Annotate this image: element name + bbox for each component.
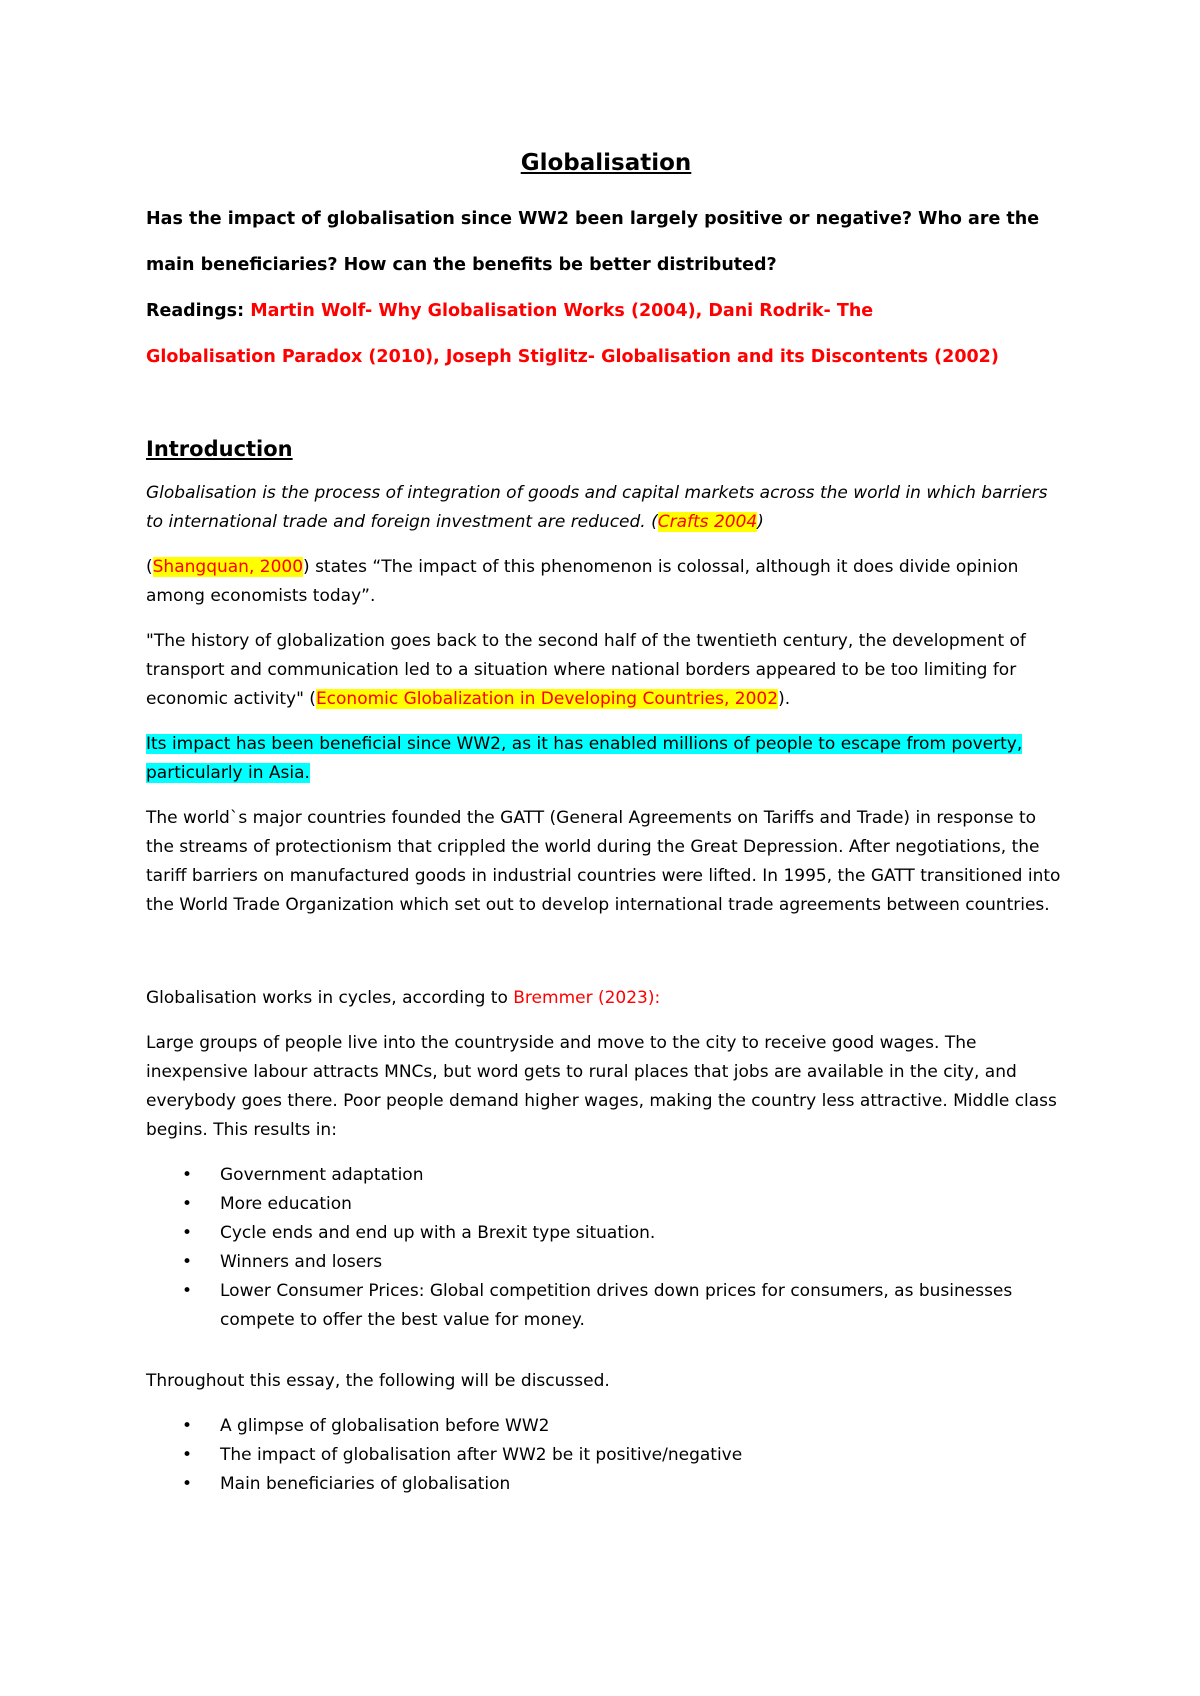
highlighted-claim: Its impact has been beneficial since WW2, as it has enabled millions of people to escape from poverty, particularly in Asia. [146,734,1023,783]
shangquan-citation: Shangquan, 2000 [152,557,304,577]
paragraph-gap [146,936,1066,984]
definition-text: Globalisation is the process of integration of goods and capital markets across the world in which barriers to international trade and foreign investment are reduced. ( [146,483,1048,532]
list-item: • Main beneficiaries of globalisation [146,1470,1066,1499]
document-content [146,148,1066,1531]
gatt-paragraph: The world`s major countries founded the GATT (General Agreements on Tariffs and Trade) in response to the streams of protectionism that crippled the world during the Great Depression. After negotiations, the tariff barriers on manufactured goods in industrial countries were lifted. In 1995, the GATT transitioned into the World Trade Organization which set out to develop international trade agreements between countries. [146,808,1061,915]
readings-list-part-1: Martin Wolf- Why Globalisation Works (2004), Dani Rodrik- The [250,301,874,321]
list-item: • Government adaptation [146,1161,1066,1190]
readings-line-1 [146,288,1066,334]
cycles-body-paragraph: Large groups of people live into the countryside and move to the city to receive good wages. The inexpensive labour attracts MNCs, but word gets to rural places that jobs are available in the city, and everybody goes there. Poor people demand higher wages, making the country less attractive. Middle class begins. This results in: [146,1033,1057,1140]
list-item: • A glimpse of globalisation before WW2 [146,1412,1066,1441]
history-citation: Economic Globalization in Developing Countries, 2002 [315,689,779,709]
readings-label: Readings: [146,301,245,321]
discussion-intro-paragraph: Throughout this essay, the following will be discussed. [146,1371,610,1391]
document-title: Globalisation [520,150,692,176]
crafts-citation: Crafts 2004 [657,512,758,532]
bremmer-citation: Bremmer (2023): [513,988,661,1008]
definition-paragraph [146,479,1066,537]
list-item: • More education [146,1190,1066,1219]
shangquan-paragraph [146,553,1066,611]
definition-close: ) [757,512,764,532]
history-text: "The history of globalization goes back to the second half of the twentieth century, the development of transport and communication led to a situation where national borders appeared to be too limiting for economic activity" ( [146,631,1026,709]
shangquan-text: ) states “The impact of this phenomenon is colossal, although it does divide opinion among economists today”. [146,557,1019,606]
history-paragraph [146,627,1066,714]
readings-line-2: Globalisation Paradox (2010), Joseph Stiglitz- Globalisation and its Discontents (2002) [146,347,999,367]
essay-question-line-1: Has the impact of globalisation since WW2 been largely positive or negative? Who are the [146,209,1040,229]
cycles-intro-paragraph [146,984,1066,1013]
list-item: • Winners and losers [146,1248,1066,1277]
shangquan-open: ( [146,557,153,577]
introduction-heading: Introduction [146,437,293,461]
list-item: • The impact of globalisation after WW2 be it positive/negative [146,1441,1066,1470]
discussion-list [146,1412,1066,1499]
highlighted-claim-paragraph [146,730,1066,788]
essay-question-line-2: main beneficiaries? How can the benefits be better distributed? [146,255,777,275]
list-item: • Cycle ends and end up with a Brexit type situation. [146,1219,1066,1248]
list-item: • Lower Consumer Prices: Global competition drives down prices for consumers, as businesses compete to offer the best value for money. [146,1277,1066,1335]
history-close: ). [778,689,791,709]
results-list [146,1161,1066,1335]
cycles-intro-text: Globalisation works in cycles, according to [146,988,514,1008]
